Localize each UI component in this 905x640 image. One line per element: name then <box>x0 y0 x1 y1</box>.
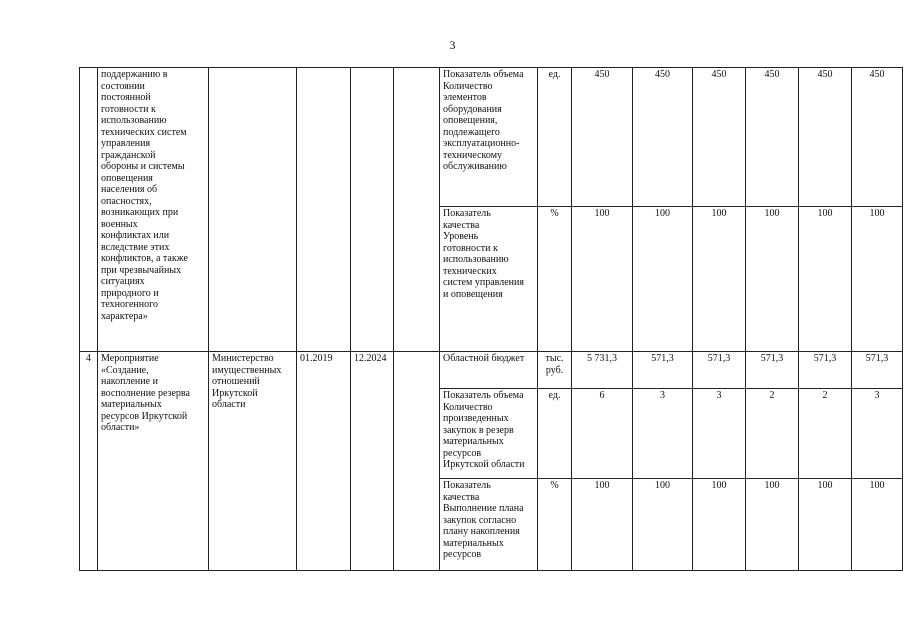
indicator-label: Показатель качества Выполнение плана закупок согласно плану накопления материальных ресурсов <box>440 479 538 571</box>
activity-name-cell: поддержанию в состоянии постоянной готовности к использованию технических систем управления гражданской обороны и системы оповещения населения об опасностях, возникающих при военных конфликтах или вследствие этих конфликтов, а также при чрезвычайных ситуациях природного и техногенного характера» <box>98 68 209 352</box>
unit-cell: % <box>538 479 572 571</box>
value-cell: 100 <box>852 207 903 352</box>
indicator-label: Показатель качества Уровень готовности к использованию технических систем управления и оповещения <box>440 207 538 352</box>
start-date-cell <box>297 68 351 352</box>
value-cell: 3 <box>852 389 903 479</box>
end-date-cell: 12.2024 <box>351 352 394 571</box>
value-cell: 100 <box>693 479 746 571</box>
activity-name-cell: Мероприятие «Создание, накопление и восполнение резерва материальных ресурсов Иркутской области» <box>98 352 209 571</box>
unit-cell: % <box>538 207 572 352</box>
value-cell: 571,3 <box>746 352 799 389</box>
row-number-cell: 4 <box>80 352 98 571</box>
page-number: 3 <box>449 38 456 52</box>
value-cell: 450 <box>633 68 693 207</box>
indicator-label: Областной бюджет <box>440 352 538 389</box>
empty-cell <box>394 352 440 571</box>
table-row <box>80 68 903 207</box>
value-cell: 2 <box>746 389 799 479</box>
executor-cell: Министерство имущественных отношений Иркутской области <box>209 352 297 571</box>
value-cell: 100 <box>693 207 746 352</box>
value-cell: 450 <box>693 68 746 207</box>
value-cell: 3 <box>633 389 693 479</box>
value-cell: 100 <box>799 207 852 352</box>
program-table <box>79 67 903 571</box>
value-cell: 571,3 <box>799 352 852 389</box>
value-cell: 6 <box>572 389 633 479</box>
value-cell: 100 <box>633 207 693 352</box>
value-cell: 450 <box>852 68 903 207</box>
indicator-label: Показатель объема Количество произведенных закупок в резерв материальных ресурсов Иркутской области <box>440 389 538 479</box>
value-cell: 571,3 <box>633 352 693 389</box>
value-cell: 100 <box>799 479 852 571</box>
value-cell: 571,3 <box>693 352 746 389</box>
value-cell: 5 731,3 <box>572 352 633 389</box>
value-cell: 450 <box>799 68 852 207</box>
table-row <box>80 352 903 389</box>
end-date-cell <box>351 68 394 352</box>
unit-cell: ед. <box>538 68 572 207</box>
value-cell: 3 <box>693 389 746 479</box>
executor-cell <box>209 68 297 352</box>
value-cell: 450 <box>572 68 633 207</box>
value-cell: 100 <box>633 479 693 571</box>
value-cell: 100 <box>852 479 903 571</box>
value-cell: 100 <box>746 479 799 571</box>
value-cell: 2 <box>799 389 852 479</box>
indicator-label: Показатель объема Количество элементов оборудования оповещения, подлежащего эксплуатационно- техническому обслуживанию <box>440 68 538 207</box>
empty-cell <box>394 68 440 352</box>
value-cell: 100 <box>572 207 633 352</box>
value-cell: 100 <box>746 207 799 352</box>
unit-cell: ед. <box>538 389 572 479</box>
value-cell: 450 <box>746 68 799 207</box>
value-cell: 100 <box>572 479 633 571</box>
unit-cell: тыс. руб. <box>538 352 572 389</box>
value-cell: 571,3 <box>852 352 903 389</box>
start-date-cell: 01.2019 <box>297 352 351 571</box>
row-number-cell <box>80 68 98 352</box>
